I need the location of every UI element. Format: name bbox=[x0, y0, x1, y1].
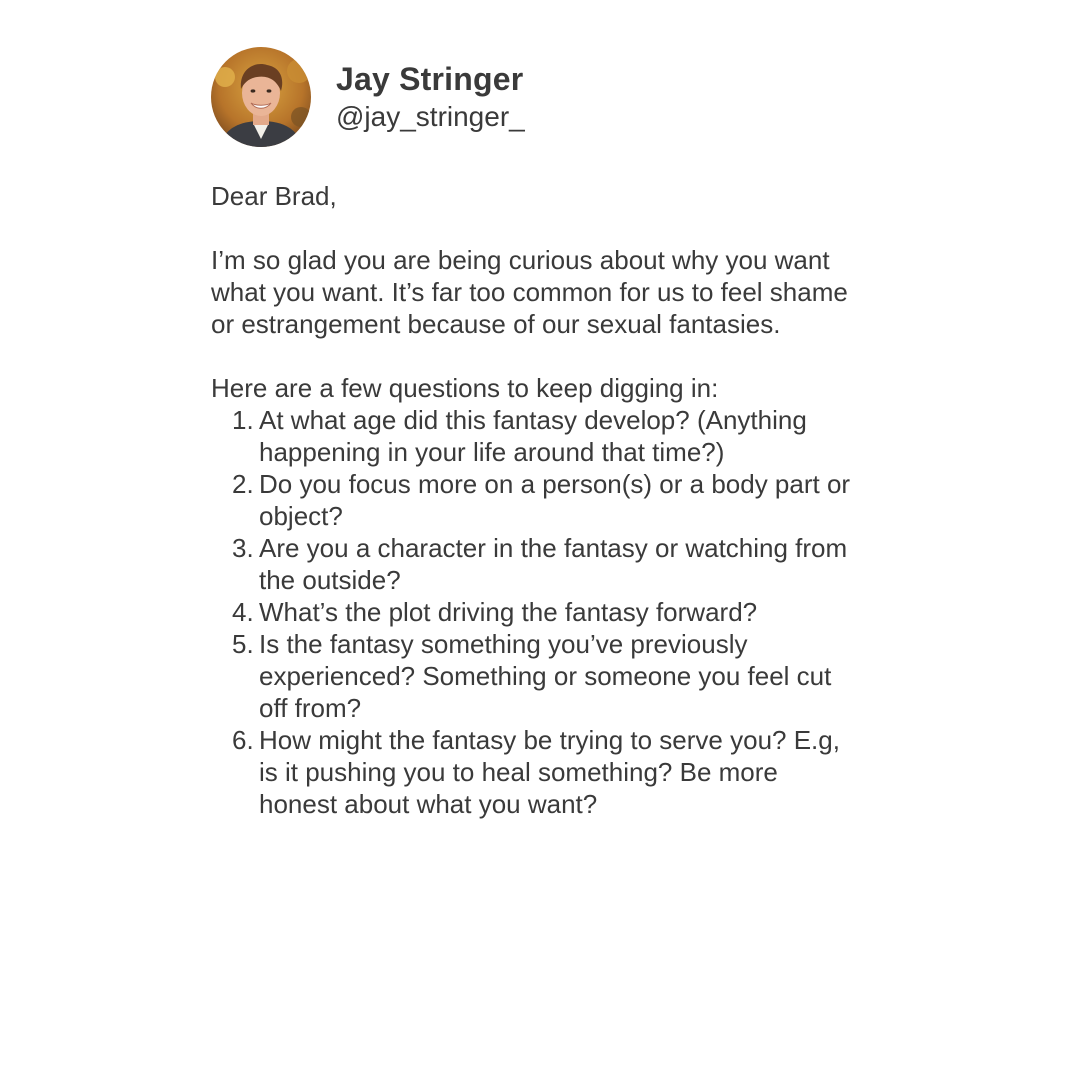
question-item bbox=[211, 596, 851, 628]
question-text: At what age did this fantasy develop? (Anything happening in your life around that time?) bbox=[259, 405, 807, 467]
question-number: 5. bbox=[232, 629, 254, 659]
question-number: 2. bbox=[232, 469, 254, 499]
question-text: Are you a character in the fantasy or watching from the outside? bbox=[259, 533, 848, 595]
question-item bbox=[211, 628, 851, 724]
question-item bbox=[211, 532, 851, 596]
question-number: 1. bbox=[232, 405, 254, 435]
author-name: Jay Stringer bbox=[336, 61, 524, 97]
question-item bbox=[211, 724, 851, 820]
question-text: Is the fantasy something you’ve previously experienced? Something or someone you feel cut off from? bbox=[259, 629, 832, 723]
profile-photo-icon bbox=[211, 47, 311, 147]
letter-body bbox=[211, 180, 851, 820]
question-number: 6. bbox=[232, 725, 254, 755]
question-item bbox=[211, 468, 851, 532]
spacer bbox=[211, 340, 851, 372]
salutation: Dear Brad, bbox=[211, 181, 337, 211]
avatar bbox=[211, 47, 311, 147]
question-number: 3. bbox=[232, 533, 254, 563]
spacer bbox=[211, 212, 851, 244]
list-intro: Here are a few questions to keep digging in: bbox=[211, 373, 719, 403]
question-list bbox=[211, 404, 851, 820]
author-handle: @jay_stringer_ bbox=[336, 101, 525, 132]
question-text: What’s the plot driving the fantasy forward? bbox=[259, 597, 758, 627]
author-header bbox=[211, 47, 851, 149]
question-text: Do you focus more on a person(s) or a body part or object? bbox=[259, 469, 851, 531]
question-number: 4. bbox=[232, 597, 254, 627]
question-text: How might the fantasy be trying to serve you? E.g, is it pushing you to heal something? Be more honest about what you want? bbox=[259, 725, 840, 819]
intro-paragraph: I’m so glad you are being curious about why you want what you want. It’s far too common for us to feel shame or estrangement because of our sexual fantasies. bbox=[211, 245, 848, 339]
question-item bbox=[211, 404, 851, 468]
